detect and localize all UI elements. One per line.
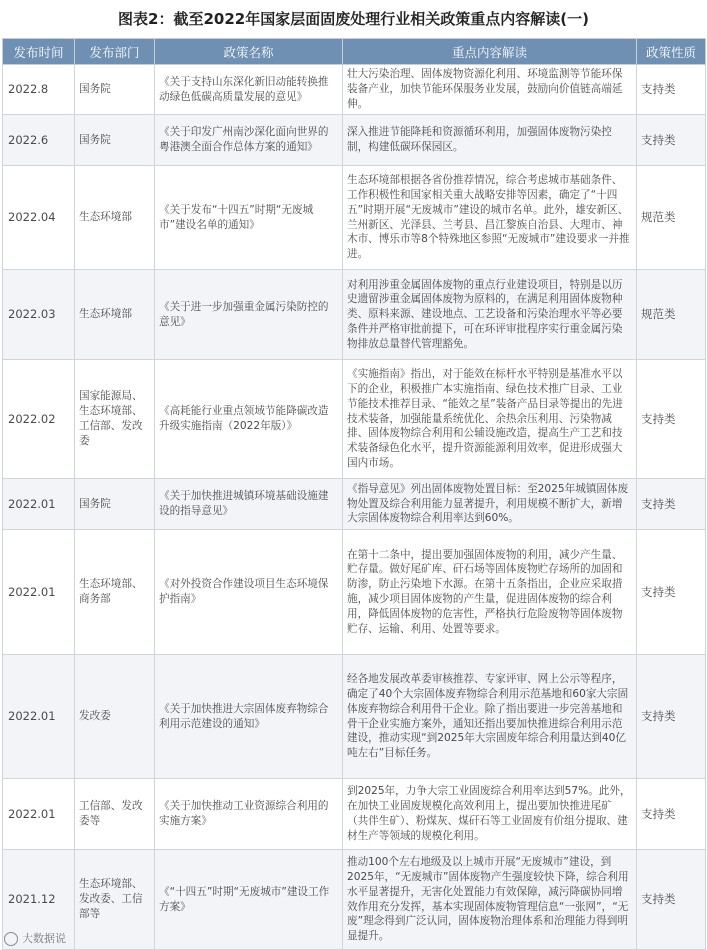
table-row <box>3 530 706 655</box>
cell-department: 国务院 <box>75 479 155 530</box>
cell-nature: 支持类 <box>637 360 706 479</box>
cell-department: 生态环境部 <box>75 166 155 270</box>
cell-date: 2022.02 <box>3 360 75 479</box>
cell-nature: 支持类 <box>637 65 706 115</box>
cell-department: 发改委 <box>75 655 155 779</box>
chart-title: 图表2：截至2022年国家层面固废处理行业相关政策重点内容解读(一) <box>118 10 589 28</box>
cell-date: 2022.04 <box>3 166 75 270</box>
table-row <box>3 65 706 115</box>
cell-nature: 支持类 <box>637 850 706 950</box>
cell-date: 2021.12 <box>3 850 75 950</box>
table-row <box>3 850 706 950</box>
header-nature: 政策性质 <box>637 39 706 65</box>
cell-date: 2022.01 <box>3 779 75 850</box>
cell-nature: 支持类 <box>637 115 706 166</box>
cell-nature: 支持类 <box>637 479 706 530</box>
policy-table <box>2 38 706 950</box>
cell-department: 生态环境部、发改委、工信部等 <box>75 850 155 950</box>
cell-nature: 规范类 <box>637 166 706 270</box>
cell-nature: 支持类 <box>637 779 706 850</box>
table-row <box>3 360 706 479</box>
cell-policy-name: 《对外投资合作建设项目生态环境保护指南》 <box>155 530 343 655</box>
cell-content: 《实施指南》指出，对于能效在标杆水平特别是基准水平以下的企业，积极推广本实施指南、绿色技术推广目录、工业节能技术推荐目录、“能效之星”装备产品目录等提出的先进技术装备，加强能量系统优化、余热余压利用、污染物减排、固体废物综合利用和公辅设施改造，提高生产工艺和技术装备绿色化水平，提升资源能源利用效率，促进形成强大国内市场。 <box>343 360 637 479</box>
cell-department: 国务院 <box>75 65 155 115</box>
cell-department: 工信部、发改委等 <box>75 779 155 850</box>
cell-content: 经各地发展改革委审核推荐、专家评审、网上公示等程序，确定了40个大宗固体废弃物综合利用示范基地和60家大宗固体废弃物综合利用骨干企业。除了指出要进一步完善基地和骨干企业实施方案外，通知还指出要加快推进综合利用示范建设，推动实现“到2025年大宗固废年综合利用量达到40亿吨左右”目标任务。 <box>343 655 637 779</box>
table-row <box>3 166 706 270</box>
cell-policy-name: 《关于印发广州南沙深化面向世界的粤港澳全面合作总体方案的通知》 <box>155 115 343 166</box>
cell-policy-name: 《关于进一步加强重金属污染防控的意见》 <box>155 270 343 360</box>
cell-content: 壮大污染治理、固体废物资源化利用、环境监测等节能环保装备产业，加快节能环保服务业发展，鼓励向价值链高端延伸。 <box>343 65 637 115</box>
cell-policy-name: 《关于支持山东深化新旧动能转换推动绿色低碳高质量发展的意见》 <box>155 65 343 115</box>
cell-date: 2022.01 <box>3 530 75 655</box>
cell-policy-name: 《关于加快推动工业资源综合利用的实施方案》 <box>155 779 343 850</box>
cell-content: 生态环境部根据各省份推荐情况，综合考虑城市基础条件、工作积极性和国家相关重大战略安排等因素，确定了“十四五”时期开展“无废城市”建设的城市名单。此外，雄安新区、兰州新区、光泽县、兰考县、昌江黎族自治县、大理市、神木市、博乐市等8个特殊地区参照“无废城市”建设要求一并推进。 <box>343 166 637 270</box>
cell-department: 生态环境部、商务部 <box>75 530 155 655</box>
source-footer <box>4 930 66 946</box>
table-row <box>3 479 706 530</box>
header-department: 发布部门 <box>75 39 155 65</box>
cell-content: 在第十二条中，提出要加强固体废物的利用，减少产生量、贮存量。做好尾矿库、矸石场等固体废物贮存场所的加固和防渗，防止污染地下水源。在第十五条指出，企业应采取措施，减少项目固体废物的产生量，促进固体废物的综合利用，降低固体废物的危害性，严格执行危险废物等固体废物贮存、运输、利用、处置等要求。 <box>343 530 637 655</box>
cell-content: 到2025年，力争大宗工业固废综合利用率达到57%。此外，在加快工业固废规模化高效利用上，提出要加快推进尾矿（共伴生矿）、粉煤灰、煤矸石等工业固废有价组分提取、建材生产等领域的规模化利用。 <box>343 779 637 850</box>
cell-department: 国家能源局、生态环境部、工信部、发改委 <box>75 360 155 479</box>
cell-date: 2022.8 <box>3 65 75 115</box>
cell-content: 推动100个左右地级及以上城市开展“无废城市”建设，到2025年，“无废城市”固体废物产生强度较快下降，综合利用水平显著提升，无害化处置能力有效保障，减污降碳协同增效作用充分发挥，基本实现固体废物管理信息“一张网”，“无废”理念得到广泛认同，固体废物治理体系和治理能力得到明显提升。 <box>343 850 637 950</box>
cell-date: 2022.01 <box>3 655 75 779</box>
footer-text: 大数据说 <box>22 932 66 945</box>
cell-policy-name: 《关于加快推进城镇环境基础设施建设的指导意见》 <box>155 479 343 530</box>
table-row <box>3 779 706 850</box>
cell-department: 国务院 <box>75 115 155 166</box>
table-row <box>3 115 706 166</box>
cell-date: 2022.03 <box>3 270 75 360</box>
header-content: 重点内容解读 <box>343 39 637 65</box>
cell-content: 对利用涉重金属固体废物的重点行业建设项目，特别是以历史遗留涉重金属固体废物为原料的，在满足利用固体废物种类、原料来源、建设地点、工艺设备和污染治理水平等必要条件并严格审批前提下，可在环评审批程序实行重金属污染物排放总量替代管理豁免。 <box>343 270 637 360</box>
cell-policy-name: 《关于加快推进大宗固体废弃物综合利用示范建设的通知》 <box>155 655 343 779</box>
header-policy-name: 政策名称 <box>155 39 343 65</box>
cell-content: 深入推进节能降耗和资源循环利用，加强固体废物污染控制，构建低碳环保园区。 <box>343 115 637 166</box>
cell-date: 2022.6 <box>3 115 75 166</box>
cell-policy-name: 《关于发布“十四五”时期“无废城市”建设名单的通知》 <box>155 166 343 270</box>
cell-policy-name: 《高耗能行业重点领域节能降碳改造升级实施指南（2022年版）》 <box>155 360 343 479</box>
cell-department: 生态环境部 <box>75 270 155 360</box>
table-row <box>3 655 706 779</box>
header-date: 发布时间 <box>3 39 75 65</box>
cell-date: 2022.01 <box>3 479 75 530</box>
table-row <box>3 270 706 360</box>
cell-nature: 规范类 <box>637 270 706 360</box>
cell-nature: 支持类 <box>637 530 706 655</box>
cell-content: 《指导意见》列出固体废物处置目标：至2025年城镇固体废物处置及综合利用能力显著提升，利用规模不断扩大，新增大宗固体废物综合利用率达到60%。 <box>343 479 637 530</box>
weibo-logo-icon <box>4 932 18 946</box>
cell-nature: 支持类 <box>637 655 706 779</box>
cell-policy-name: 《“十四五”时期“无废城市”建设工作方案》 <box>155 850 343 950</box>
table-header-row <box>3 39 706 65</box>
